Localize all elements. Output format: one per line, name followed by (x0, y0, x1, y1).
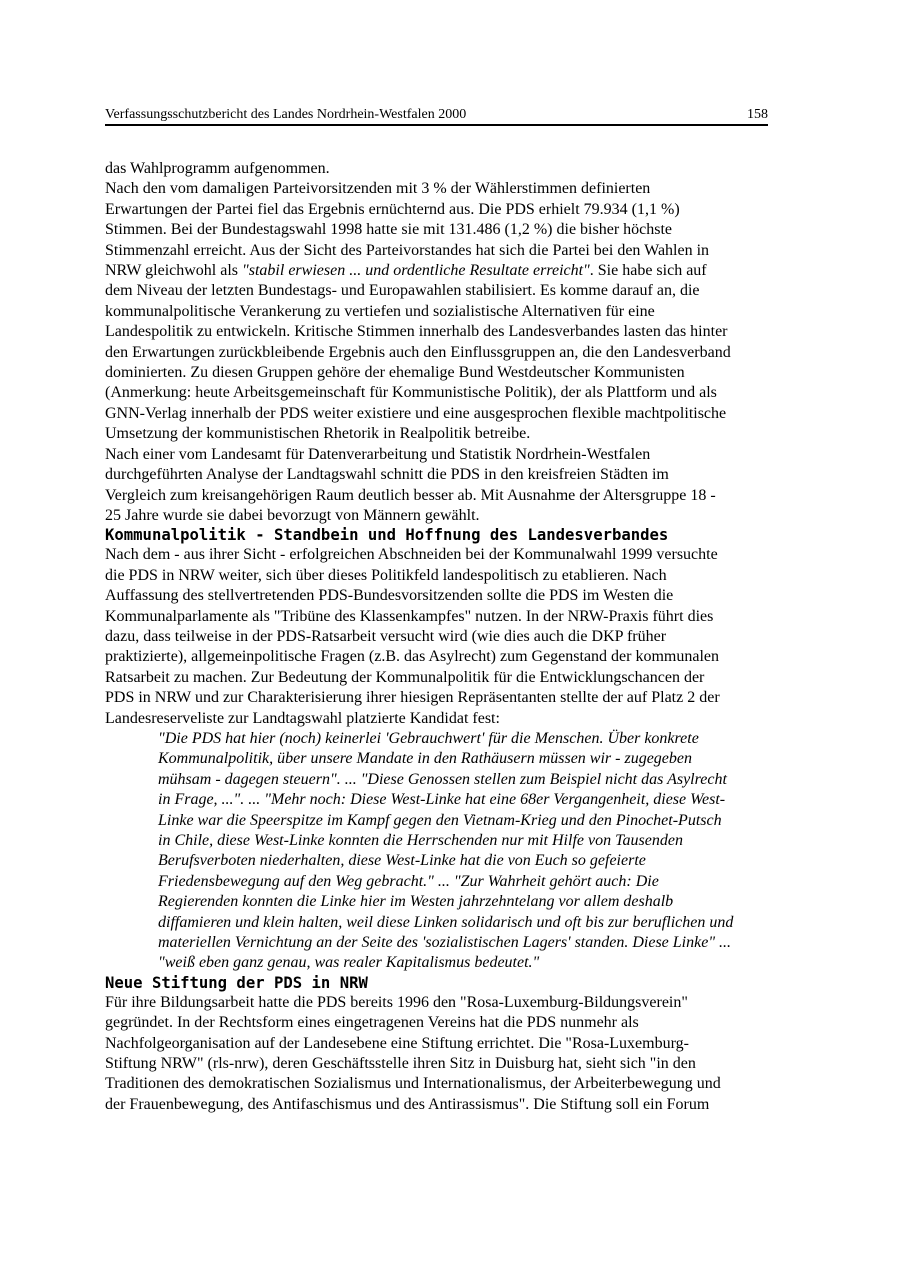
header-title: Verfassungsschutzbericht des Landes Nordrhein-Westfalen 2000 (105, 107, 467, 122)
text-line: das Wahlprogramm aufgenommen. (105, 160, 330, 177)
text-line: GNN-Verlag innerhalb der PDS weiter existiere und eine ausgesprochen flexible machtpolitische (105, 404, 727, 422)
inline-quote: "stabil erwiesen ... und ordentliche Resultate erreicht" (242, 262, 590, 280)
text-line: Stiftung NRW" (rls-nrw), deren Geschäftsstelle ihren Sitz in Duisburg hat, sieht sich "in den (105, 1055, 696, 1073)
quote-line: Berufsverboten niederhalten, diese West-Linke hat die von Euch so gefeierte (158, 852, 646, 870)
text-line: Stimmenzahl erreicht. Aus der Sicht des Parteivorstandes hat sich die Partei bei den Wahlen in (105, 241, 710, 259)
text-line: PDS in NRW und zur Charakterisierung ihrer hiesigen Repräsentanten stellte der auf Platz 2 der (105, 689, 720, 707)
paragraph-4 (105, 545, 795, 729)
quote-line: in Chile, diese West-Linke konnten die Herrschenden nur mit Hilfe von Tausenden (158, 832, 683, 849)
text-line: Nach einer vom Landesamt für Datenverarbeitung und Statistik Nordrhein-Westfalen (105, 445, 651, 463)
text-line: 25 Jahre wurde sie dabei bevorzugt von Männern gewählt. (105, 506, 480, 524)
text-line: Nachfolgeorganisation auf der Landesebene eine Stiftung errichtet. Die "Rosa-Luxemburg- (105, 1034, 689, 1052)
text-line: Umsetzung der kommunistischen Rhetorik in Realpolitik betreibe. (105, 425, 531, 443)
page-number: 158 (747, 107, 768, 122)
text-segment: . Sie habe sich auf (589, 262, 707, 280)
text-line: Vergleich zum kreisangehörigen Raum deutlich besser ab. Mit Ausnahme der Altersgruppe 18 - (105, 486, 716, 504)
text-line: Landesreserveliste zur Landtagswahl platzierte Kandidat fest: (105, 709, 500, 727)
text-line: Kommunalparlamente als "Tribüne des Klassenkampfes" nutzen. In der NRW-Praxis führt dies (105, 607, 714, 625)
text-line: kommunalpolitische Verankerung zu vertiefen und sozialistische Alternativen für eine (105, 302, 655, 320)
quote-line: materiellen Vernichtung an der Seite des 'sozialistischen Lagers' standen. Diese Linke" ... (158, 934, 732, 952)
text-line: Nach dem - aus ihrer Sicht - erfolgreichen Abschneiden bei der Kommunalwahl 1999 versuchte (105, 546, 718, 564)
text-line: dem Niveau der letzten Bundestags- und Europawahlen stabilisiert. Es komme darauf an, die (105, 282, 700, 300)
text-line: Ratsarbeit zu machen. Zur Bedeutung der Kommunalpolitik für die Entwicklungschancen der (105, 668, 705, 686)
quote-line: diffamieren und klein halten, weil diese Linken solidarisch und oft bis zur beruflichen und (158, 913, 734, 931)
quote-line: Friedensbewegung auf den Weg gebracht." ... "Zur Wahrheit gehört auch: Die (158, 872, 659, 890)
text-line: gegründet. In der Rechtsform eines eingetragenen Vereins hat die PDS nunmehr als (105, 1014, 639, 1032)
text-line: der Frauenbewegung, des Antifaschismus und des Antirassismus". Die Stiftung soll ein Forum (105, 1095, 710, 1113)
paragraph-2 (105, 179, 795, 444)
text-line: dazu, dass teilweise in der PDS-Ratsarbeit versucht wird (wie dies auch die DKP früher (105, 627, 667, 645)
text-line (105, 261, 795, 281)
quote-line: mühsam - dagegen steuern". ... "Diese Genossen stellen zum Beispiel nicht das Asylrecht (158, 770, 727, 788)
text-line: durchgeführten Analyse der Landtagswahl schnitt die PDS in den kreisfreien Städten im (105, 466, 669, 484)
text-line: dominierten. Zu diesen Gruppen gehöre der ehemalige Bund Westdeutscher Kommunisten (105, 364, 685, 382)
text-line: Nach den vom damaligen Parteivorsitzenden mit 3 % der Wählerstimmen definierten (105, 180, 651, 198)
text-line: praktizierte), allgemeinpolitische Fragen (z.B. das Asylrecht) zum Gegenstand der kommunalen (105, 648, 720, 666)
paragraph-3 (105, 445, 795, 527)
quote-line: "weiß eben ganz genau, was realer Kapitalismus bedeutet." (158, 954, 540, 972)
text-line: Landespolitik zu entwickeln. Kritische Stimmen innerhalb des Landesverbandes lasten das hinter (105, 323, 728, 341)
page-content (105, 159, 795, 1115)
paragraph-1 (105, 159, 795, 179)
page-header (105, 106, 768, 126)
text-line: Für ihre Bildungsarbeit hatte die PDS bereits 1996 den "Rosa-Luxemburg-Bildungsverein" (105, 993, 688, 1011)
text-segment: NRW gleichwohl als (105, 262, 243, 280)
paragraph-5 (105, 993, 795, 1115)
text-line: die PDS in NRW weiter, sich über dieses Politikfeld landespolitisch zu etablieren. Nach (105, 566, 667, 584)
quote-line: Kommunalpolitik, über unsere Mandate in den Rathäusern müssen wir - zugegeben (158, 750, 693, 768)
text-line: Auffassung des stellvertretenden PDS-Bundesvorsitzenden sollte die PDS im Westen die (105, 587, 674, 605)
section-heading-neue-stiftung: Neue Stiftung der PDS in NRW (105, 973, 368, 992)
text-line: den Erwartungen zurückbleibende Ergebnis auch den Einflussgruppen an, die den Landesverband (105, 343, 731, 361)
text-line: (Anmerkung: heute Arbeitsgemeinschaft für Kommunistische Politik), der als Plattform und als (105, 384, 717, 402)
block-quote (158, 729, 795, 974)
quote-line: "Die PDS hat hier (noch) keinerlei 'Gebrauchwert' für die Menschen. Über konkrete (158, 729, 699, 747)
text-line: Erwartungen der Partei fiel das Ergebnis ernüchternd aus. Die PDS erhielt 79.934 (1,1 %) (105, 200, 680, 218)
text-line: Stimmen. Bei der Bundestagswahl 1998 hatte sie mit 131.486 (1,2 %) die bisher höchste (105, 221, 673, 239)
quote-line: in Frage, ...". ... "Mehr noch: Diese West-Linke hat eine 68er Vergangenheit, diese West- (158, 791, 726, 809)
quote-line: Linke war die Speerspitze im Kampf gegen den Vietnam-Krieg und den Pinochet-Putsch (158, 811, 722, 829)
text-line: Traditionen des demokratischen Sozialismus und Internationalismus, der Arbeiterbewegung und (105, 1075, 721, 1093)
section-heading-kommunalpolitik: Kommunalpolitik - Standbein und Hoffnung des Landesverbandes (105, 526, 669, 545)
quote-line: Regierenden konnten die Linke hier im Westen jahrzehntelang vor allem deshalb (158, 893, 674, 911)
